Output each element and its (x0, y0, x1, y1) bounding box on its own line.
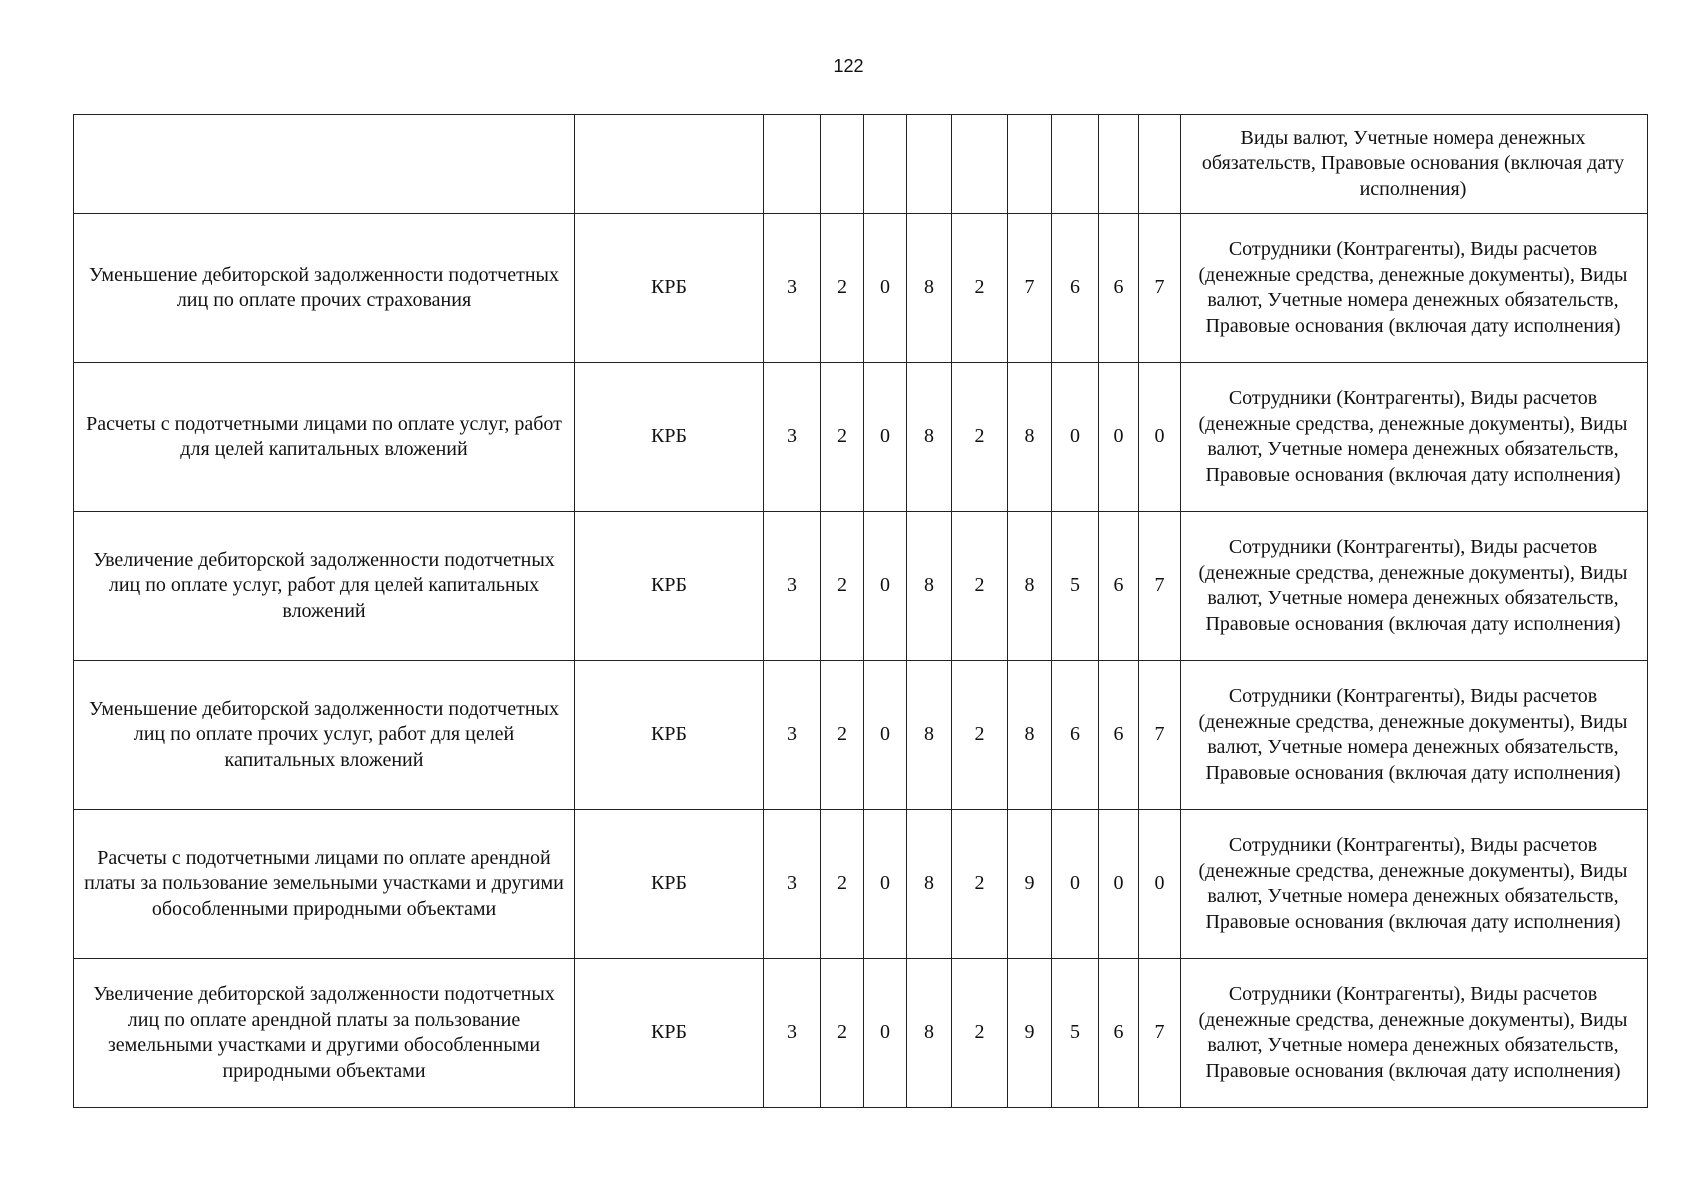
account-digit-cell: 0 (864, 810, 907, 959)
account-digit-cell: 0 (1099, 810, 1139, 959)
analytics-cell: Виды валют, Учетные номера денежных обязательств, Правовые основания (включая дату исполнения) (1181, 115, 1648, 214)
account-digit-cell: 8 (1008, 661, 1052, 810)
account-digit-cell (1139, 115, 1181, 214)
account-digit-cell: 6 (1099, 512, 1139, 661)
account-digit-cell: 0 (1052, 363, 1099, 512)
account-digit-cell: 6 (1099, 661, 1139, 810)
account-digit-cell (1099, 115, 1139, 214)
account-digit-cell: 0 (864, 214, 907, 363)
account-name-cell: Расчеты с подотчетными лицами по оплате арендной платы за пользование земельными участками и другими обособленными природными объектами (74, 810, 575, 959)
account-digit-cell: 8 (907, 214, 952, 363)
account-digit-cell: 0 (864, 661, 907, 810)
account-digit-cell: 8 (907, 363, 952, 512)
budget-code-cell: КРБ (575, 810, 764, 959)
account-digit-cell: 2 (821, 512, 864, 661)
account-digit-cell: 2 (952, 959, 1008, 1108)
account-digit-cell: 6 (1099, 214, 1139, 363)
account-digit-cell: 8 (907, 512, 952, 661)
account-digit-cell: 0 (864, 512, 907, 661)
budget-code-cell (575, 115, 764, 214)
account-digit-cell (1008, 115, 1052, 214)
page-number: 122 (833, 56, 864, 76)
account-digit-cell: 3 (764, 512, 821, 661)
account-digit-cell (907, 115, 952, 214)
account-digit-cell: 3 (764, 810, 821, 959)
analytics-cell: Сотрудники (Контрагенты), Виды расчетов (денежные средства, денежные документы), Виды валют, Учетные номера денежных обязательств, Правовые основания (включая дату исполнения) (1181, 214, 1648, 363)
account-digit-cell: 2 (952, 810, 1008, 959)
table-row (74, 512, 1648, 661)
account-digit-cell: 7 (1139, 214, 1181, 363)
account-digit-cell: 0 (1099, 363, 1139, 512)
account-digit-cell: 2 (952, 512, 1008, 661)
budget-code-cell: КРБ (575, 661, 764, 810)
budget-code-cell: КРБ (575, 363, 764, 512)
accounts-table (73, 114, 1648, 1108)
account-digit-cell: 8 (1008, 363, 1052, 512)
account-digit-cell: 6 (1099, 959, 1139, 1108)
analytics-cell: Сотрудники (Контрагенты), Виды расчетов (денежные средства, денежные документы), Виды валют, Учетные номера денежных обязательств, Правовые основания (включая дату исполнения) (1181, 363, 1648, 512)
table-row (74, 115, 1648, 214)
account-digit-cell (1052, 115, 1099, 214)
budget-code-cell: КРБ (575, 959, 764, 1108)
account-digit-cell: 2 (821, 363, 864, 512)
table-row (74, 661, 1648, 810)
account-digit-cell: 2 (821, 959, 864, 1108)
analytics-cell: Сотрудники (Контрагенты), Виды расчетов (денежные средства, денежные документы), Виды валют, Учетные номера денежных обязательств, Правовые основания (включая дату исполнения) (1181, 512, 1648, 661)
account-digit-cell: 5 (1052, 959, 1099, 1108)
account-digit-cell: 2 (952, 363, 1008, 512)
account-digit-cell: 2 (952, 661, 1008, 810)
account-name-cell: Уменьшение дебиторской задолженности подотчетных лиц по оплате прочих услуг, работ для целей капитальных вложений (74, 661, 575, 810)
account-name-cell: Увеличение дебиторской задолженности подотчетных лиц по оплате арендной платы за пользование земельными участками и другими обособленными природными объектами (74, 959, 575, 1108)
account-digit-cell: 0 (1139, 810, 1181, 959)
account-digit-cell: 2 (821, 810, 864, 959)
account-digit-cell: 7 (1139, 661, 1181, 810)
account-digit-cell: 3 (764, 959, 821, 1108)
account-name-cell: Расчеты с подотчетными лицами по оплате услуг, работ для целей капитальных вложений (74, 363, 575, 512)
account-digit-cell: 9 (1008, 959, 1052, 1108)
budget-code-cell: КРБ (575, 512, 764, 661)
account-name-cell: Увеличение дебиторской задолженности подотчетных лиц по оплате услуг, работ для целей капитальных вложений (74, 512, 575, 661)
account-digit-cell: 6 (1052, 214, 1099, 363)
account-digit-cell: 3 (764, 661, 821, 810)
analytics-cell: Сотрудники (Контрагенты), Виды расчетов (денежные средства, денежные документы), Виды валют, Учетные номера денежных обязательств, Правовые основания (включая дату исполнения) (1181, 661, 1648, 810)
account-digit-cell: 0 (1139, 363, 1181, 512)
account-digit-cell: 2 (821, 214, 864, 363)
account-digit-cell: 0 (1052, 810, 1099, 959)
account-digit-cell: 8 (1008, 512, 1052, 661)
account-digit-cell: 7 (1008, 214, 1052, 363)
account-digit-cell (821, 115, 864, 214)
account-digit-cell: 2 (952, 214, 1008, 363)
table-row (74, 959, 1648, 1108)
account-digit-cell: 8 (907, 661, 952, 810)
account-digit-cell: 5 (1052, 512, 1099, 661)
account-digit-cell: 8 (907, 959, 952, 1108)
analytics-cell: Сотрудники (Контрагенты), Виды расчетов (денежные средства, денежные документы), Виды валют, Учетные номера денежных обязательств, Правовые основания (включая дату исполнения) (1181, 810, 1648, 959)
account-digit-cell: 3 (764, 363, 821, 512)
account-digit-cell: 9 (1008, 810, 1052, 959)
budget-code-cell: КРБ (575, 214, 764, 363)
table-row (74, 214, 1648, 363)
account-digit-cell (864, 115, 907, 214)
table-row (74, 810, 1648, 959)
account-digit-cell (952, 115, 1008, 214)
account-digit-cell: 0 (864, 959, 907, 1108)
account-digit-cell: 8 (907, 810, 952, 959)
account-digit-cell: 7 (1139, 959, 1181, 1108)
account-digit-cell: 3 (764, 214, 821, 363)
account-name-cell: Уменьшение дебиторской задолженности подотчетных лиц по оплате прочих страхования (74, 214, 575, 363)
account-digit-cell (764, 115, 821, 214)
account-digit-cell: 0 (864, 363, 907, 512)
account-name-cell (74, 115, 575, 214)
analytics-cell: Сотрудники (Контрагенты), Виды расчетов (денежные средства, денежные документы), Виды валют, Учетные номера денежных обязательств, Правовые основания (включая дату исполнения) (1181, 959, 1648, 1108)
account-digit-cell: 6 (1052, 661, 1099, 810)
account-digit-cell: 7 (1139, 512, 1181, 661)
account-digit-cell: 2 (821, 661, 864, 810)
table-row (74, 363, 1648, 512)
